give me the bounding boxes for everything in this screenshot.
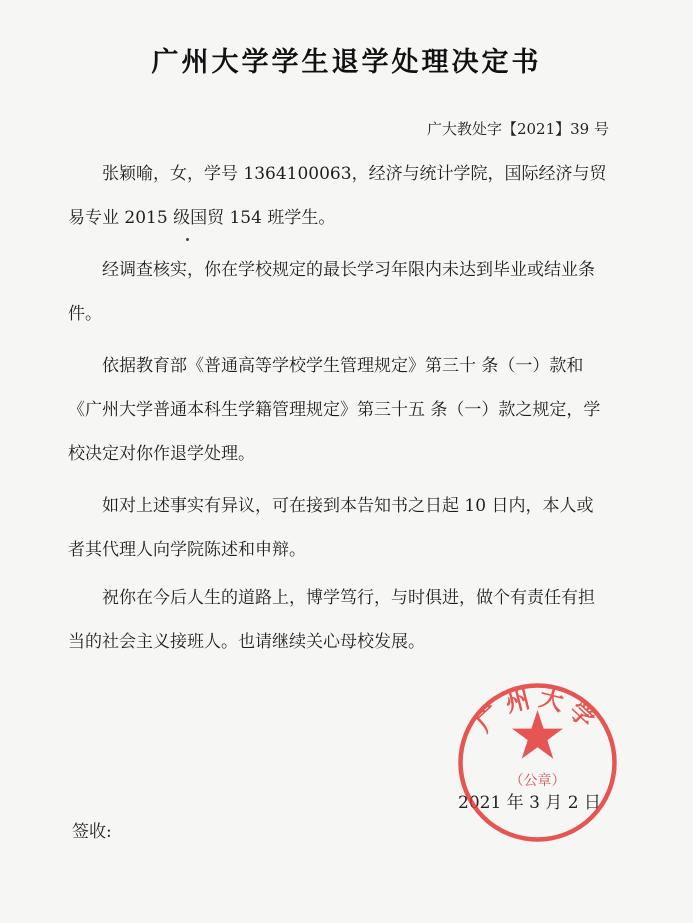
paragraph-student-info: 张颖喻，女，学号 1364100063，经济与统计学院，国际经济与贸易专业 2015 级国贸 154 班学生。 bbox=[68, 164, 607, 228]
paragraph-verification: 经调查核实，你在学校规定的最长学习年限内未达到毕业或结业条件。 bbox=[68, 260, 595, 324]
paragraph-closing-wishes: 祝你在今后人生的道路上，博学笃行，与时俱进，做个有责任有担当的社会主义接班人。也请继续关心母校发展。 bbox=[68, 588, 595, 652]
seal-graphic bbox=[455, 680, 620, 845]
scan-speck bbox=[186, 238, 189, 241]
official-seal-stamp bbox=[455, 680, 620, 845]
seal-ring-text: 广州大学 bbox=[470, 683, 605, 738]
seal-center-text: （公章） bbox=[509, 773, 566, 789]
document-title: 广州大学学生退学处理决定书 bbox=[151, 47, 542, 78]
seal-star-icon bbox=[512, 710, 563, 759]
paragraph-legal-basis: 依据教育部《普通高等学校学生管理规定》第三十 条（一）款和《广州大学普通本科生学籍管理规定》第三十五 条（一）款之规定，学校决定对你作退学处理。 bbox=[68, 356, 601, 464]
document-number: 广大教处字【2021】39 号 bbox=[426, 120, 609, 138]
paragraph-appeal-rights: 如对上述事实有异议，可在接到本告知书之日起 10 日内，本人或者其代理人向学院陈述和申辩。 bbox=[68, 496, 594, 560]
issue-date: 2021 年 3 月 2 日 bbox=[458, 793, 601, 813]
signature-label: 签收: bbox=[72, 822, 112, 842]
